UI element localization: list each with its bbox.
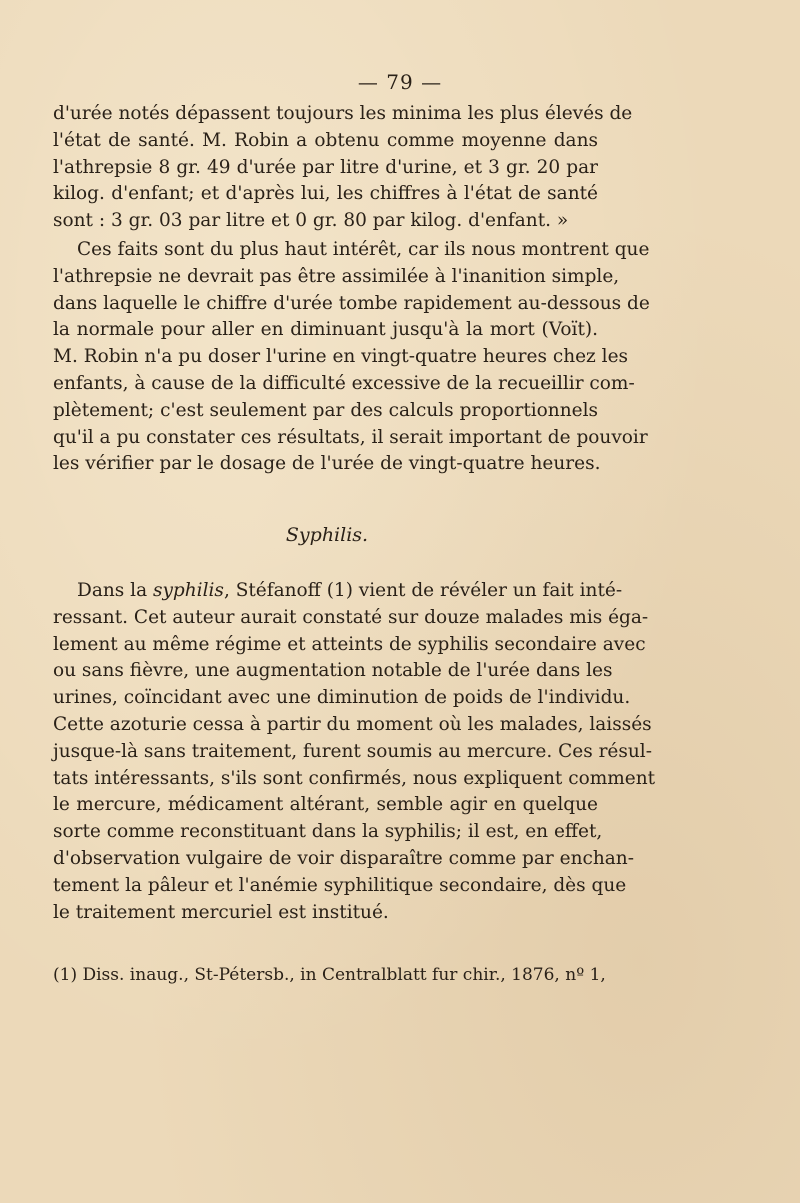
section-title: Syphilis. <box>285 524 369 546</box>
text-line: M. Robin n'a pu doser l'urine en vingt-quatre heures chez les <box>53 346 629 368</box>
text-line: sorte comme reconstituant dans la syphilis; il est, en effet, <box>53 821 603 843</box>
text-line: qu'il a pu constater ces résultats, il serait important de pouvoir <box>53 426 648 448</box>
text-line: lement au même régime et atteints de syphilis secondaire avec <box>53 633 646 655</box>
text-line: kilog. d'enfant; et d'après lui, les chiffres à l'état de santé <box>53 183 598 205</box>
text-line: jusque-là sans traitement, furent soumis au mercure. Ces résul- <box>53 740 652 762</box>
text-line: Ces faits sont du plus haut intérêt, car ils nous montrent que <box>77 239 650 260</box>
page-number: — 79 — <box>357 70 443 94</box>
text-line: le mercure, médicament altérant, semble agir en quelque <box>53 794 598 816</box>
text-line: l'athrepsie ne devrait pas être assimilée à l'inanition simple, <box>53 265 620 287</box>
paragraph-athrepsie <box>53 237 650 478</box>
text-line: d'observation vulgaire de voir disparaître comme par enchan- <box>53 847 634 869</box>
text-run: , Stéfanoff (1) vient de révéler un fait inté- <box>223 580 623 601</box>
text-line: les vérifier par le dosage de l'urée de vingt-quatre heures. <box>53 453 601 475</box>
text-line: d'urée notés dépassent toujours les minima les plus élevés de <box>53 103 633 124</box>
text-line: tats intéressants, s'ils sont confirmés, nous expliquent comment <box>53 767 656 789</box>
footnote: (1) Diss. inaug., St-Pétersb., in Centralblatt fur chir., 1876, nº 1, <box>53 965 606 985</box>
text-line: l'état de santé. M. Robin a obtenu comme moyenne dans <box>53 129 598 151</box>
text-line-first <box>53 578 623 605</box>
text-line: l'athrepsie 8 gr. 49 d'urée par litre d'urine, et 3 gr. 20 par <box>53 156 598 178</box>
text-run: Dans la <box>77 580 153 601</box>
paragraph-continuation <box>53 101 633 235</box>
text-line: Cette azoturie cessa à partir du moment où les malades, laissés <box>53 713 652 735</box>
italic-term: syphilis <box>152 580 224 601</box>
text-line: la normale pour aller en diminuant jusqu'à la mort (Voït). <box>53 319 598 341</box>
paragraph-syphilis <box>53 578 656 926</box>
text-line: ou sans fièvre, une augmentation notable de l'urée dans les <box>53 660 613 682</box>
text-line: urines, coïncidant avec une diminution de poids de l'individu. <box>53 687 631 709</box>
text-line: dans laquelle le chiffre d'urée tombe rapidement au-dessous de <box>53 292 650 314</box>
text-line: tement la pâleur et l'anémie syphilitique secondaire, dès que <box>53 874 627 896</box>
text-line: le traitement mercuriel est institué. <box>53 901 389 923</box>
text-line: ressant. Cet auteur aurait constaté sur douze malades mis éga- <box>53 606 649 628</box>
text-line: sont : 3 gr. 03 par litre et 0 gr. 80 par kilog. d'enfant. » <box>53 210 569 232</box>
text-line: plètement; c'est seulement par des calculs proportionnels <box>53 399 598 421</box>
text-line: enfants, à cause de la difficulté excessive de la recueillir com- <box>53 372 635 394</box>
